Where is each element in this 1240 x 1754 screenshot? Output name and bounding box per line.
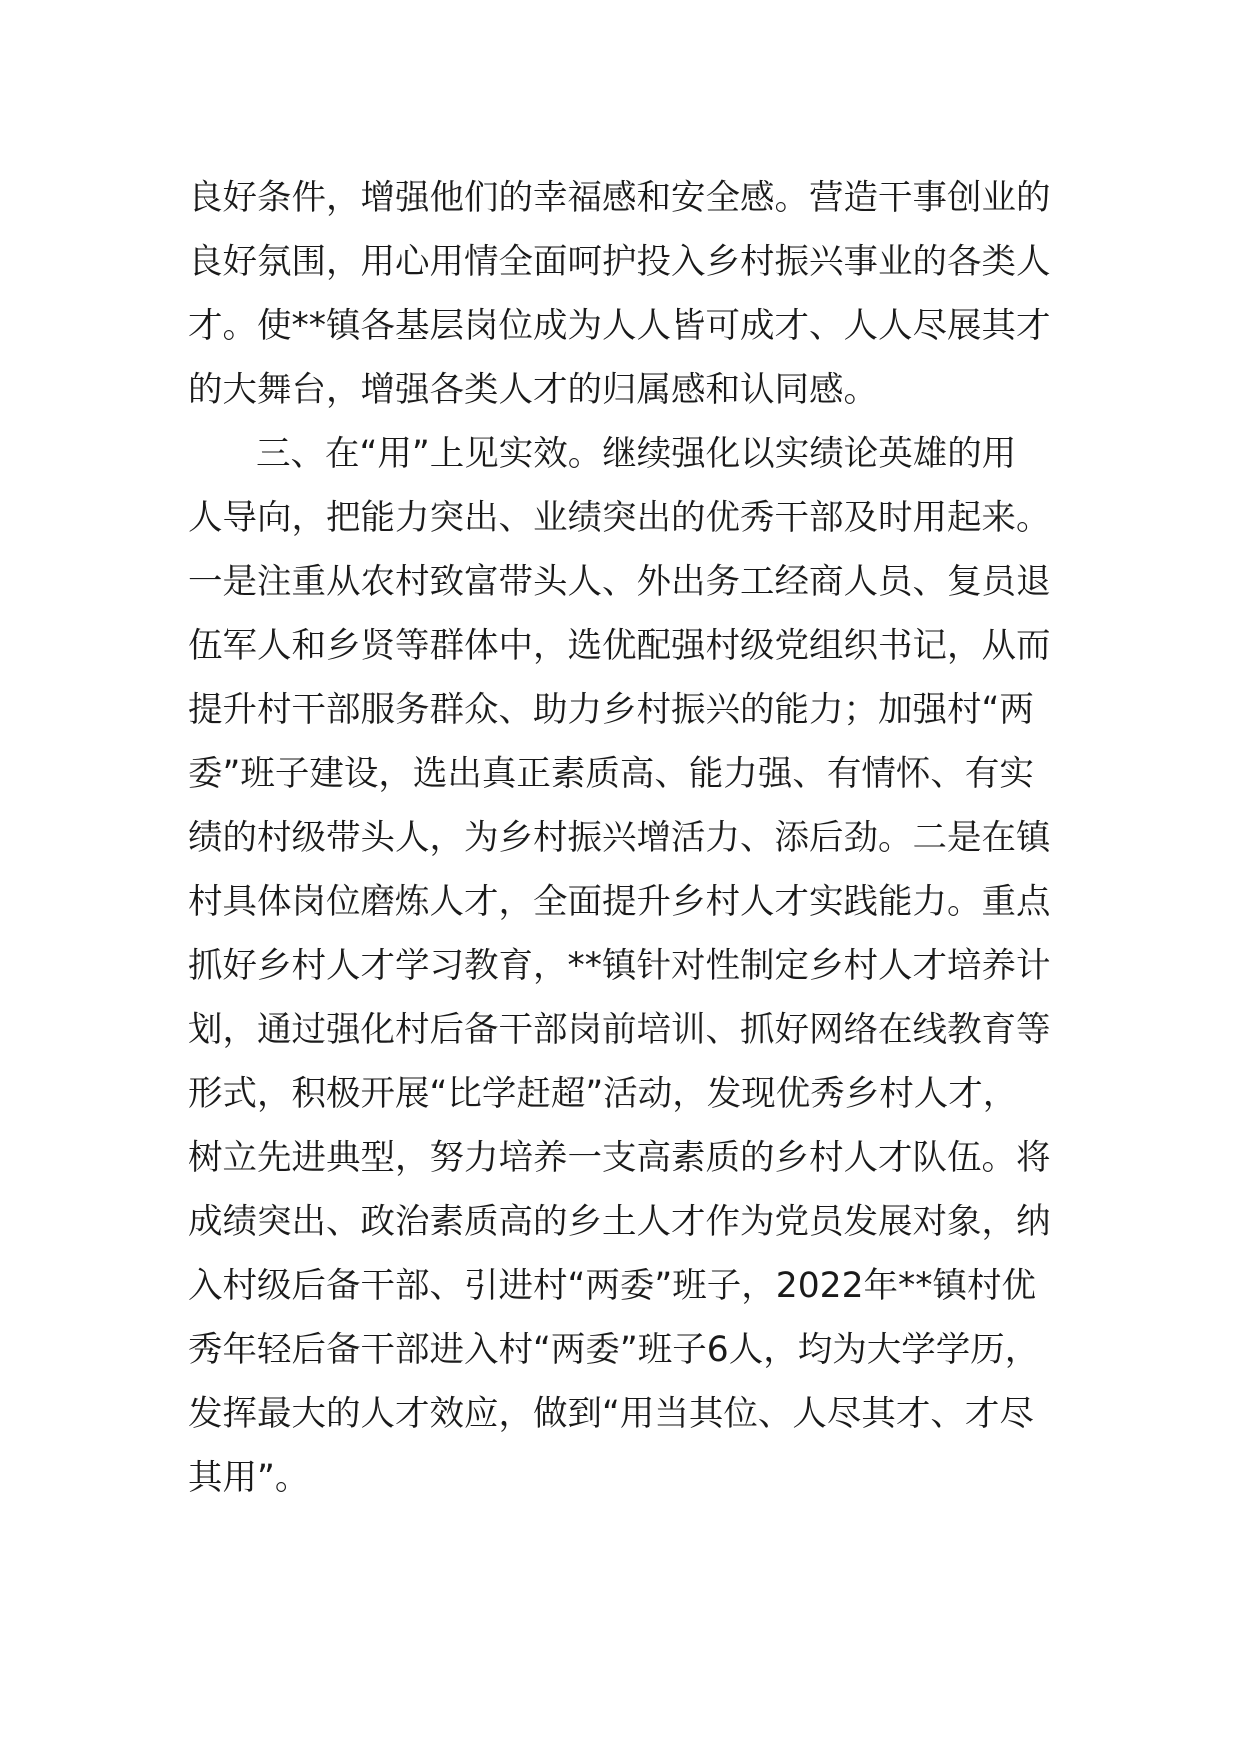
text-line: 划，通过强化村后备干部岗前培训、抓好网络在线教育等: [188, 1010, 1051, 1050]
text-line: 其用”。: [188, 1458, 310, 1498]
text-line: 才。使**镇各基层岗位成为人人皆可成才、人人尽展其才: [188, 306, 1051, 346]
text-line: 村具体岗位磨炼人才，全面提升乡村人才实践能力。重点: [188, 882, 1051, 922]
text-line: 人导向，把能力突出、业绩突出的优秀干部及时用起来。: [188, 498, 1051, 538]
text-line: 抓好乡村人才学习教育，**镇针对性制定乡村人才培养计: [188, 946, 1051, 986]
text-line: 成绩突出、政治素质高的乡土人才作为党员发展对象，纳: [188, 1202, 1051, 1242]
text-line: 秀年轻后备干部进入村“两委”班子6人，均为大学学历，: [188, 1330, 1040, 1370]
text-line: 提升村干部服务群众、助力乡村振兴的能力；加强村“两: [188, 690, 1034, 730]
text-line: 树立先进典型，努力培养一支高素质的乡村人才队伍。将: [188, 1138, 1051, 1178]
text-line: 良好条件，增强他们的幸福感和安全感。营造干事创业的: [188, 178, 1051, 218]
text-line: 伍军人和乡贤等群体中，选优配强村级党组织书记，从而: [188, 626, 1051, 666]
text-line: 绩的村级带头人，为乡村振兴增活力、添后劲。二是在镇: [188, 818, 1051, 858]
text-line: 一是注重从农村致富带头人、外出务工经商人员、复员退: [188, 562, 1051, 602]
section-heading-line: 三、在“用”上见实效。继续强化以实绩论英雄的用: [256, 434, 1017, 474]
text-line: 入村级后备干部、引进村“两委”班子，2022年**镇村优: [188, 1266, 1037, 1306]
text-line: 委”班子建设，选出真正素质高、能力强、有情怀、有实: [188, 754, 1034, 794]
body-text: [188, 166, 1068, 1510]
text-line: 的大舞台，增强各类人才的归属感和认同感。: [188, 370, 878, 410]
text-line: 良好氛围，用心用情全面呵护投入乡村振兴事业的各类人: [188, 242, 1051, 282]
text-line: 发挥最大的人才效应，做到“用当其位、人尽其才、才尽: [188, 1394, 1034, 1434]
text-line: 形式，积极开展“比学赶超”活动，发现优秀乡村人才，: [188, 1074, 1018, 1114]
